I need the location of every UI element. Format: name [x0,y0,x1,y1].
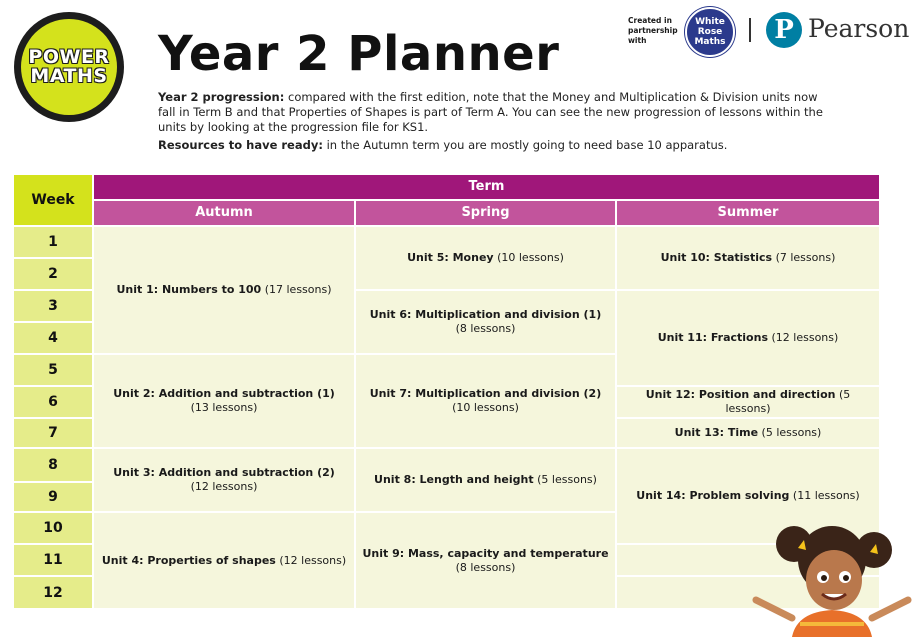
resources-paragraph [158,138,838,153]
spring-unit-7 [356,355,615,447]
unit-lessons: (5 lessons) [725,388,851,415]
week-number: 12 [14,577,92,608]
unit-line [658,331,839,345]
week-number: 6 [14,387,92,417]
unit-line [374,473,597,487]
summer-unit-13 [617,419,879,447]
white-rose-line3: Maths [694,37,726,47]
white-rose-line2: Rose [697,27,723,37]
unit-name: Unit 4: Properties of shapes [101,553,276,567]
unit-lessons: (12 lessons) [190,480,258,493]
unit-lessons: (10 lessons) [497,251,564,264]
white-rose-line1: White [695,17,725,27]
logo-divider [749,18,751,42]
white-rose-maths-logo [685,7,735,57]
unit-name: Unit 1: Numbers to 100 [116,283,262,296]
planner-table [14,175,879,608]
page-title: Year 2 Planner [158,26,560,82]
unit-lessons: (13 lessons) [190,401,258,414]
week-number: 8 [14,449,92,481]
unit-line [407,251,564,265]
unit-lessons: (11 lessons) [792,489,860,502]
autumn-unit-3 [94,449,354,511]
spring-unit-5 [356,227,615,289]
resources-text: in the Autumn term you are mostly going to need base 10 apparatus. [322,138,728,152]
unit-line [623,388,873,416]
spring-unit-6 [356,291,615,353]
unit-lessons: (5 lessons) [537,473,597,486]
term-header: Term [94,175,879,199]
power-maths-logo-line2: MATHS [30,65,108,87]
spring-unit-8 [356,449,615,511]
week-number: 7 [14,419,92,447]
autumn-unit-4 [94,513,354,608]
unit-lessons: (12 lessons) [279,553,347,567]
pearson-logo-icon: P [766,12,802,48]
power-maths-logo-inner [21,19,117,115]
resources-label: Resources to have ready: [158,138,323,152]
week-number: 9 [14,483,92,511]
summer-unit-11 [617,291,879,385]
unit-line [675,426,822,440]
week-header: Week [14,175,92,225]
unit-name: Unit 14: Problem solving [636,489,790,502]
unit-name: Unit 5: Money [407,251,494,264]
week-number: 3 [14,291,92,321]
character-illustration [752,522,912,637]
season-header-summer: Summer [617,201,879,225]
unit-name: Unit 6: Multiplication and division (1) [369,308,602,321]
unit-lessons: (5 lessons) [761,426,822,439]
intro-text [158,90,838,153]
unit-lessons: (10 lessons) [452,401,519,414]
unit-line [102,554,346,568]
partnership-note: Created in partnership with [628,16,678,45]
unit-name: Unit 12: Position and direction [645,388,836,401]
unit-lessons: (12 lessons) [771,331,839,344]
week-number: 5 [14,355,92,385]
autumn-unit-2 [94,355,354,447]
week-number: 11 [14,545,92,575]
autumn-unit-1 [94,227,354,353]
week-number: 1 [14,227,92,257]
unit-name: Unit 9: Mass, capacity and temperature [362,546,609,560]
week-number: 10 [14,513,92,543]
unit-lessons: (7 lessons) [775,251,836,264]
unit-name: Unit 13: Time [674,426,759,439]
season-header-autumn: Autumn [94,201,354,225]
spring-unit-9 [356,513,615,608]
summer-unit-12 [617,387,879,417]
power-maths-logo-line1: POWER [28,46,110,68]
unit-lessons: (8 lessons) [455,322,516,335]
power-maths-logo [14,12,124,122]
unit-name: Unit 10: Statistics [660,251,773,264]
pearson-wordmark: Pearson [808,14,910,43]
progression-paragraph [158,90,838,135]
unit-lessons: (17 lessons) [264,283,332,296]
progression-text: compared with the first edition, note that the Money and Multiplication & Division units now fall in Term B and that Properties of Shapes is part of Term A. You can see the new progression of lessons within the units by looking at the progression file for KS1. [158,90,823,134]
unit-lessons: (8 lessons) [455,560,516,574]
unit-name: Unit 3: Addition and subtraction (2) [113,466,335,479]
summer-unit-10 [617,227,879,289]
unit-name: Unit 2: Addition and subtraction (1) [113,387,335,400]
season-header-spring: Spring [356,201,615,225]
week-number: 4 [14,323,92,353]
unit-line [661,251,836,265]
unit-name: Unit 7: Multiplication and division (2) [369,387,602,400]
unit-line [116,283,331,297]
unit-name: Unit 11: Fractions [657,331,768,344]
unit-name: Unit 8: Length and height [374,473,534,486]
unit-line [636,489,859,503]
progression-label: Year 2 progression: [158,90,285,104]
week-number: 2 [14,259,92,289]
